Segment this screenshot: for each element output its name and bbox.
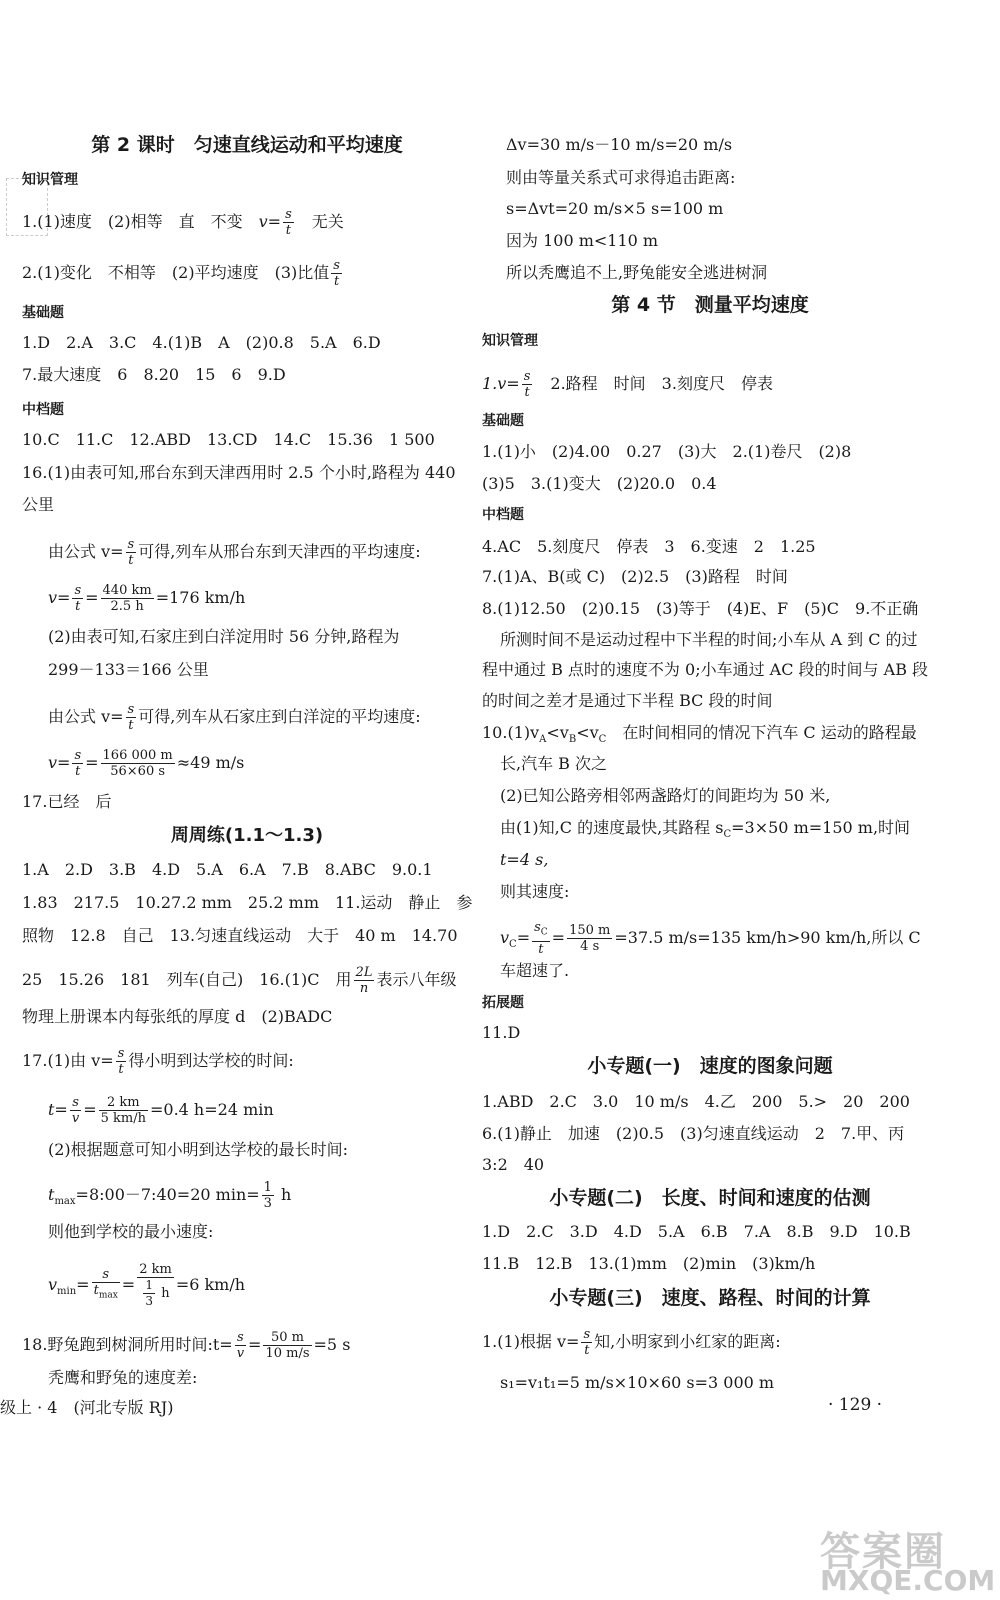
watermark-logo (820, 1520, 996, 1597)
watermark-text: 答案圈 (820, 1529, 946, 1575)
answer-line: (2)由表可知,石家庄到白洋淀用时 56 分钟,路程为 (48, 627, 400, 646)
answer-line: 1.(1)小 (2)4.00 0.27 (3)大 2.(1)卷尺 (2)8 (482, 442, 852, 461)
answer-line: 1.A 2.D 3.B 4.D 5.A 6.A 7.B 8.ABC 9.0.1 (22, 860, 433, 879)
answer-line: 17.已经 后 (22, 792, 112, 811)
formula-line: $v_C=$ $\frac{s_C}{t}$ = $\frac{150 m}{4 s}$ =37.5 m/s=135 km/h>90 km/h,所以 C (500, 920, 921, 957)
answer-line: (3)5 3.(1)变大 (2)20.0 0.4 (482, 474, 717, 493)
answer-line: 25 15.26 181 列车(自己) 16.(1)C 用 $\frac{2L}{n}$ 表示八年级 (22, 965, 457, 996)
answer-line: 物理上册课本内每张纸的厚度 d (2)BADC (22, 1007, 333, 1026)
answer-line: 4.AC 5.刻度尺 停表 3 6.变速 2 1.25 (482, 537, 816, 556)
answer-line: 1.D 2.A 3.C 4.(1)B A (2)0.8 5.A 6.D (22, 333, 381, 352)
formula-line: $v_{min}=$ $\frac{s}{t_{max}}$ = 2 km $\frac{1}{3}$ h =6 km/h (48, 1262, 246, 1308)
answer-line: 则他到学校的最小速度: (48, 1222, 214, 1241)
section-title: 小专题(三) 速度、路程、时间的计算 (549, 1287, 871, 1309)
answer-line: 7.(1)A、B(或 C) (2)2.5 (3)路程 时间 (482, 567, 788, 586)
answer-line: 11.B 12.B 13.(1)mm (2)min (3)km/h (482, 1254, 816, 1273)
subheading: 基础题 (22, 305, 64, 321)
watermark-url: MXQE.COM (820, 1564, 996, 1597)
answer-line: 车超速了. (500, 961, 570, 980)
answer-line: 8.(1)12.50 (2)0.15 (3)等于 (4)E、F (5)C 9.不正确 (482, 599, 919, 618)
answer-line: 7.最大速度 6 8.20 15 6 9.D (22, 365, 286, 384)
answer-line: 长,汽车 B 次之 (500, 754, 608, 773)
formula-line: $t_{max}=8:00-7:40=20$ min= $\frac{1}{3}$ h (48, 1180, 292, 1211)
subheading: 知识管理 (22, 172, 78, 188)
answer-line: s=Δvt=20 m/s×5 s=100 m (506, 199, 724, 218)
subheading: 知识管理 (482, 333, 538, 349)
answer-line: 6.(1)静止 加速 (2)0.5 (3)匀速直线运动 2 7.甲、丙 (482, 1124, 905, 1143)
subheading: 中档题 (22, 402, 64, 418)
subheading: 基础题 (482, 413, 524, 429)
answer-line: $10.(1)v_A<v_B<v_C$ 在时间相同的情况下汽车 C 运动的路程最 (482, 723, 917, 746)
section-title: 小专题(一) 速度的图象问题 (587, 1055, 833, 1077)
answer-line: Δv=30 m/s－10 m/s=20 m/s (506, 135, 733, 154)
formula-line: 1.(1)根据 v= $\frac{s}{t}$ 知,小明家到小红家的距离: (482, 1327, 781, 1358)
answer-line: 的时间之差才是通过下半程 BC 段的时间 (482, 691, 773, 710)
answer-line: 10.C 11.C 12.ABD 13.CD 14.C 15.36 1 500 (22, 430, 435, 449)
answer-line: 1.D 2.C 3.D 4.D 5.A 6.B 7.A 8.B 9.D 10.B (482, 1222, 911, 1241)
answer-line: 3:2 40 (482, 1155, 545, 1174)
answer-line: 公里 (22, 495, 55, 514)
answer-line: (2)根据题意可知小明到达学校的最长时间: (48, 1140, 349, 1159)
section-title: 第 4 节 测量平均速度 (611, 294, 809, 316)
answer-line: 2.(1)变化 不相等 (2)平均速度 (3)比值 $\frac{s}{t}$ (22, 258, 340, 289)
answer-line: 1.ABD 2.C 3.0 10 m/s 4.乙 200 5.> 20 200 (482, 1092, 910, 1111)
answer-line: 所以秃鹰追不上,野兔能安全逃进树洞 (506, 263, 768, 282)
formula-line: 由公式 v= $\frac{s}{t}$ 可得,列车从邢台东到天津西的平均速度: (48, 537, 421, 568)
answer-line: 秃鹰和野兔的速度差: (48, 1368, 198, 1387)
formula-line: 18.野兔跑到树洞所用时间:t= $\frac{s}{v}$ = $\frac{50 m}{10 m/s}$ =5 s (22, 1330, 351, 1361)
answer-line: 16.(1)由表可知,邢台东到天津西用时 2.5 个小时,路程为 440 (22, 463, 456, 482)
section-title: 第 2 课时 匀速直线运动和平均速度 (91, 134, 403, 156)
section-title: 小专题(二) 长度、时间和速度的估测 (549, 1187, 871, 1209)
formula-line: t= $\frac{s}{v}$ = $\frac{2 km}{5 km/h}$ =0.4 h=24 min (48, 1095, 274, 1126)
answer-line: 程中通过 B 点时的速度不为 0;小车通过 AC 段的时间与 AB 段 (482, 660, 929, 679)
answer-line: 所测时间不是运动过程中下半程的时间;小车从 A 到 C 的过 (500, 630, 918, 649)
answer-line: 照物 12.8 自己 13.匀速直线运动 大于 40 m 14.70 (22, 926, 458, 945)
page-number: · 129 · (828, 1395, 883, 1415)
formula-line: v= $\frac{s}{t}$ = $\frac{440 km}{2.5 h}$ =176 km/h (48, 583, 246, 614)
formula-line: 1.v= $\frac{s}{t}$ 2.路程 时间 3.刻度尺 停表 (482, 369, 773, 400)
formula-line: 17.(1)由 v= $\frac{s}{t}$ 得小明到达学校的时间: (22, 1046, 294, 1077)
answer-line: 由(1)知,C 的速度最快,其路程 $s_C=3\times 50$ m=150 m,时间 (500, 818, 911, 841)
footer-book-label: 级上 · 4 (河北专版 RJ) (0, 1398, 174, 1417)
formula-line: v= $\frac{s}{t}$ = $\frac{166 000 m}{56\times 60 s}$ ≈49 m/s (48, 748, 245, 779)
answer-line: 因为 100 m<110 m (506, 231, 659, 250)
answer-line: 299－133＝166 公里 (48, 660, 209, 679)
section-title: 周周练(1.1～1.3) (170, 825, 324, 846)
answer-line: s₁=v₁t₁=5 m/s×10×60 s=3 000 m (500, 1373, 775, 1392)
answer-line: 1.83 217.5 10.27.2 mm 25.2 mm 11.运动 静止 参 (22, 893, 473, 912)
answer-line: 则其速度: (500, 882, 570, 901)
answer-line: 11.D (482, 1023, 521, 1042)
formula-line: 由公式 v= $\frac{s}{t}$ 可得,列车从石家庄到白洋淀的平均速度: (48, 702, 421, 733)
answer-line: (2)已知公路旁相邻两盏路灯的间距均为 50 米, (500, 786, 831, 805)
subheading: 拓展题 (482, 995, 524, 1011)
answer-line: t=4 s, (500, 850, 549, 869)
answer-line: 1.(1)速度 (2)相等 直 不变 v= $\frac{s}{t}$ 无关 (22, 207, 344, 238)
subheading: 中档题 (482, 507, 524, 523)
answer-line: 则由等量关系式可求得追击距离: (506, 168, 736, 187)
